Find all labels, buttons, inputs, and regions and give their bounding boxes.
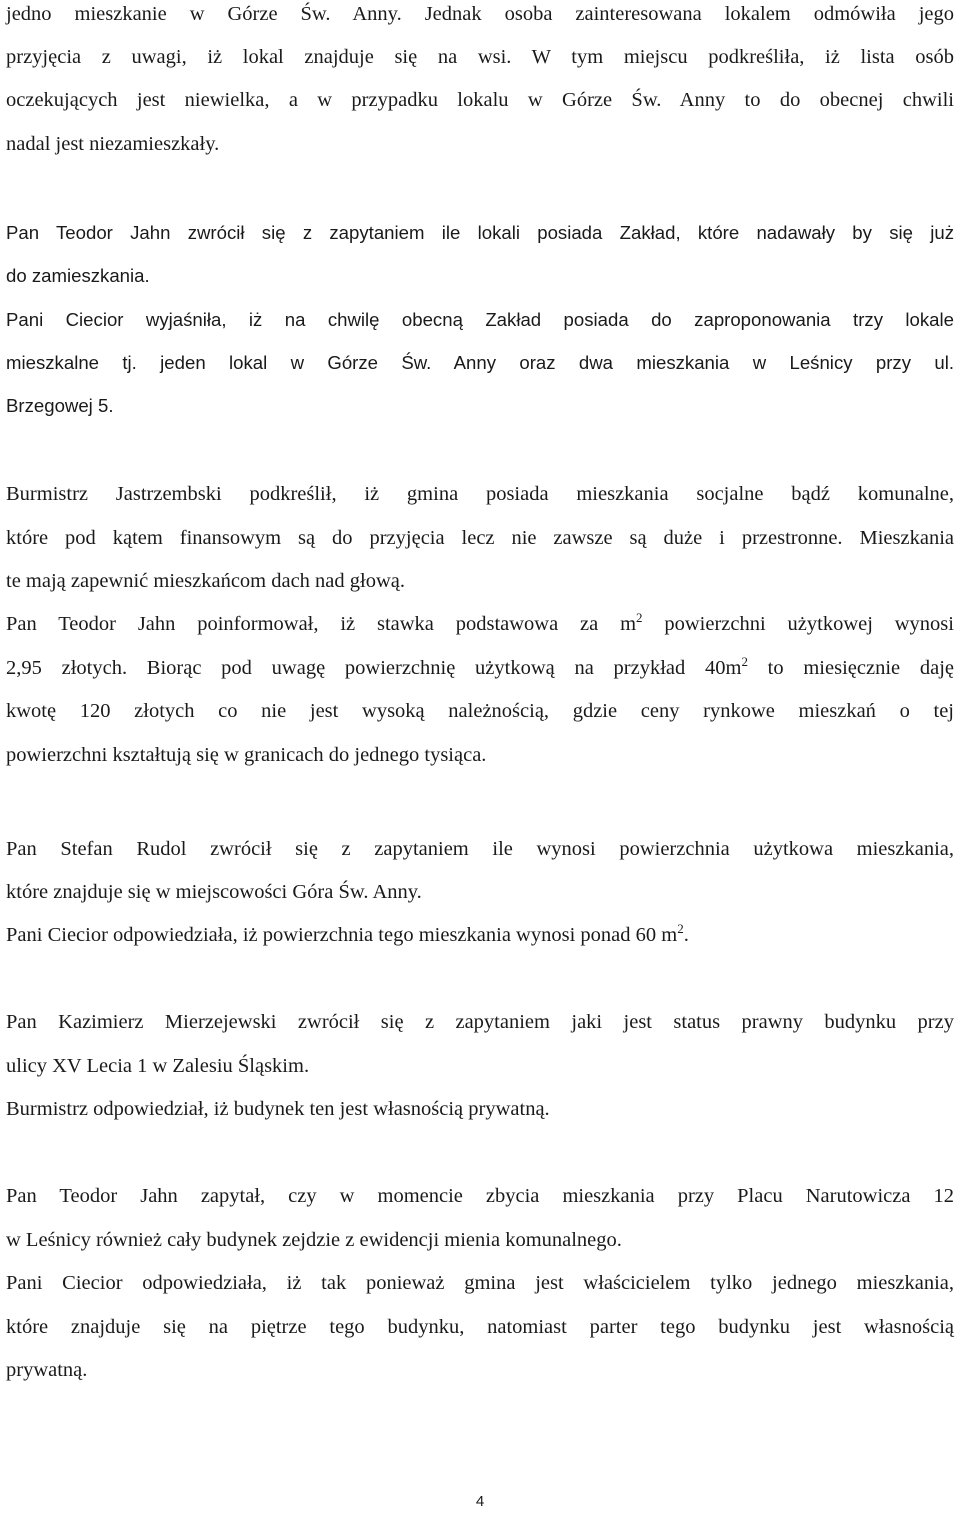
text-line: Pani Ciecior wyjaśniła, iż na chwilę obecną Zakład posiada do zaproponowania trzy lokale xyxy=(6,309,954,330)
text-line: Pan Stefan Rudol zwrócił się z zapytaniem ile wynosi powierzchnia użytkowa mieszkania, xyxy=(6,838,954,860)
text-line: ulicy XV Lecia 1 w Zalesiu Śląskim. xyxy=(6,1055,310,1077)
text-line: które znajduje się w miejscowości Góra Św. Anny. xyxy=(6,881,422,903)
text-line: powierzchni kształtują się w granicach do jednego tysiąca. xyxy=(6,744,487,766)
text-line: Pan Teodor Jahn poinformował, iż stawka podstawowa za $m^2$ powierzchni użytkowej wynosi xyxy=(6,610,954,635)
superscript: 2 xyxy=(741,654,748,670)
text-line: które znajduje się na piętrze tego budynku, natomiast parter tego budynku jest własnością xyxy=(6,1316,954,1338)
text-line: Pan Kazimierz Mierzejewski zwrócił się z zapytaniem jaki jest status prawny budynku przy xyxy=(6,1011,954,1033)
text-line: Pan Teodor Jahn zapytał, czy w momencie zbycia mieszkania przy Placu Narutowicza 12 xyxy=(6,1185,954,1207)
text-line: Pani Ciecior odpowiedziała, iż tak ponieważ gmina jest właścicielem tylko jednego mieszkania, xyxy=(6,1272,954,1294)
text-line: 2,95 złotych. Biorąc pod uwagę powierzchnię użytkową na przykład $40m^2$ to miesięcznie daję xyxy=(6,654,954,679)
superscript: 2 xyxy=(677,921,684,937)
text-line: nadal jest niezamieszkały. xyxy=(6,133,220,155)
text-line: oczekujących jest niewielka, a w przypadku lokalu w Górze Św. Anny to do obecnej chwili xyxy=(6,89,954,111)
text-line: Pani Ciecior odpowiedziała, iż powierzchnia tego mieszkania wynosi ponad 60 $m^2$. xyxy=(6,921,689,946)
text-line: Brzegowej 5. xyxy=(6,395,114,416)
text-line: do zamieszkania. xyxy=(6,265,150,286)
text-line: jedno mieszkanie w Górze Św. Anny. Jednak osoba zainteresowana lokalem odmówiła jego xyxy=(6,3,954,25)
text-line: Burmistrz Jastrzembski podkreślił, iż gmina posiada mieszkania socjalne bądź komunalne, xyxy=(6,483,954,505)
superscript: 2 xyxy=(636,610,643,626)
text-line: przyjęcia z uwagi, iż lokal znajduje się na wsi. W tym miejscu podkreśliła, iż lista osób xyxy=(6,46,954,68)
text-line: prywatną. xyxy=(6,1359,88,1381)
text-line: Burmistrz odpowiedział, iż budynek ten jest własnością prywatną. xyxy=(6,1098,550,1120)
text-line: które pod kątem finansowym są do przyjęcia lecz nie zawsze są duże i przestronne. Mieszkania xyxy=(6,527,954,549)
text-line: te mają zapewnić mieszkańcom dach nad głową. xyxy=(6,570,406,592)
page-number: 4 xyxy=(475,1493,485,1510)
text-line: kwotę 120 złotych co nie jest wysoką należnością, gdzie ceny rynkowe mieszkań o tej xyxy=(6,700,954,722)
text-line: Pan Teodor Jahn zwrócił się z zapytaniem ile lokali posiada Zakład, które nadawały by się już xyxy=(6,222,954,243)
text-line: mieszkalne tj. jeden lokal w Górze Św. Anny oraz dwa mieszkania w Leśnicy przy ul. xyxy=(6,352,954,373)
text-line: w Leśnicy również cały budynek zejdzie z ewidencji mienia komunalnego. xyxy=(6,1229,622,1251)
